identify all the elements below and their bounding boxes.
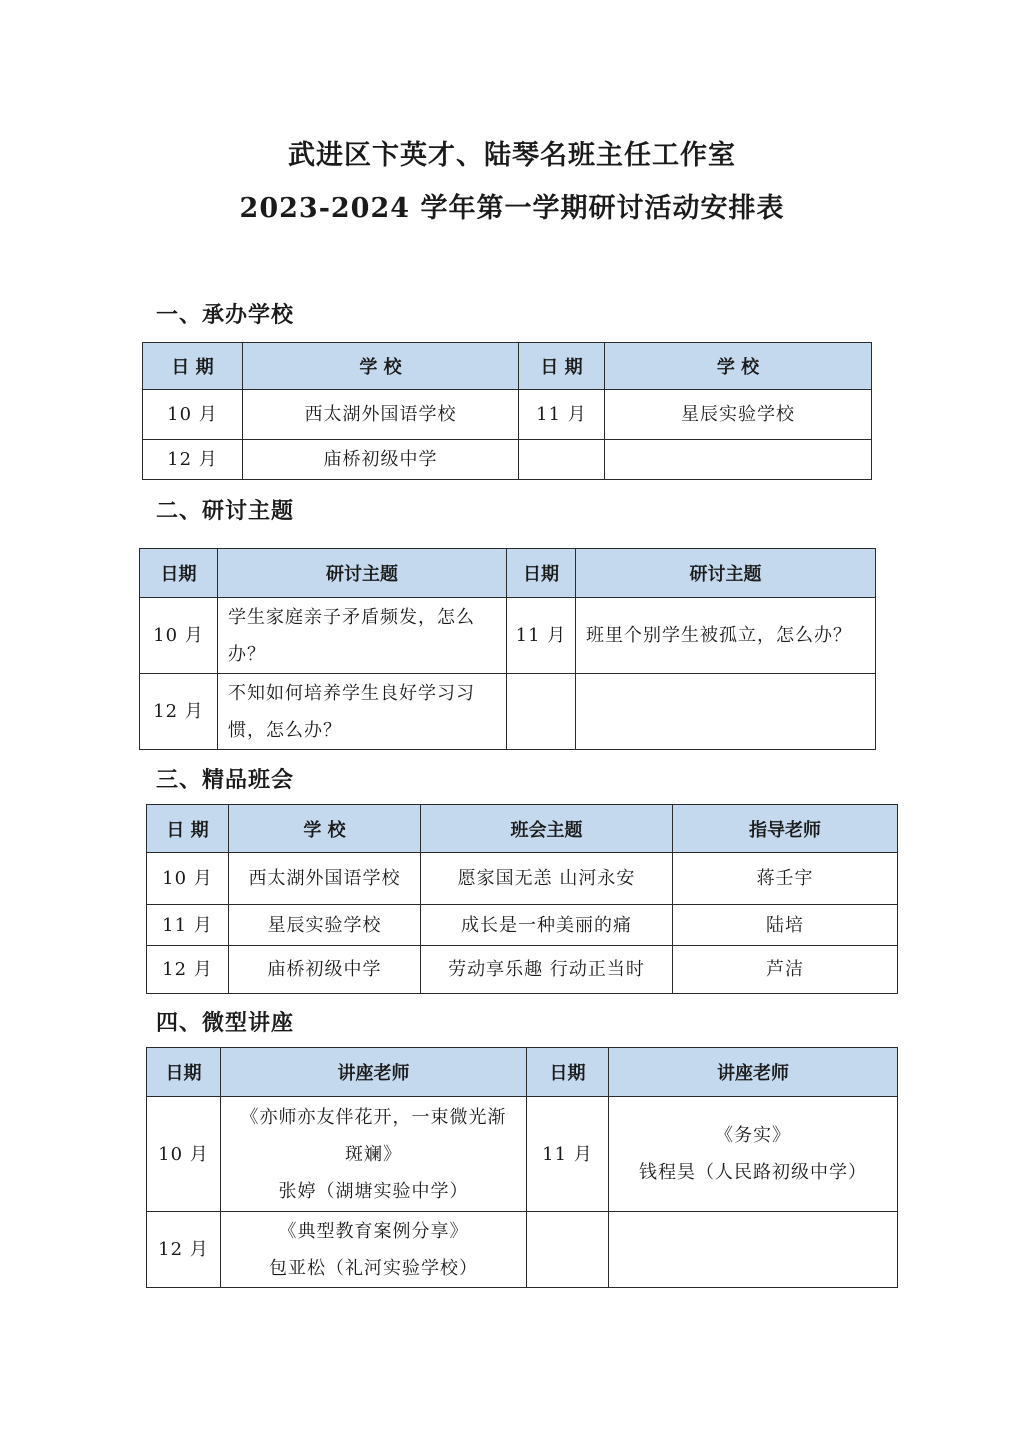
school-cell: 西太湖外国语学校 xyxy=(243,390,519,440)
section1-heading: 一、承办学校 xyxy=(156,303,295,328)
lecture-teacher: 钱程昊（人民路初级中学） xyxy=(639,1162,867,1183)
table-header-row xyxy=(140,549,876,598)
header-cell: 研讨主题 xyxy=(576,549,876,598)
date-cell: 10 月 xyxy=(147,853,229,905)
teacher-cell: 陆培 xyxy=(673,905,898,946)
header-cell: 讲座老师 xyxy=(221,1048,527,1097)
school-cell xyxy=(605,440,872,480)
header-cell: 日期 xyxy=(140,549,218,598)
date-cell: 12 月 xyxy=(143,440,243,480)
date-cell xyxy=(519,440,605,480)
school-cell: 星辰实验学校 xyxy=(229,905,421,946)
date-cell xyxy=(507,674,576,750)
table-header-row xyxy=(147,1048,898,1097)
header-cell: 学 校 xyxy=(243,343,519,390)
table-row xyxy=(143,390,872,440)
header-cell: 学 校 xyxy=(605,343,872,390)
lecture-teacher: 包亚松（礼河实验学校） xyxy=(269,1257,478,1279)
theme-cell: 劳动享乐趣 行动正当时 xyxy=(421,946,673,994)
lecture-cell xyxy=(221,1097,527,1212)
date-cell: 12 月 xyxy=(147,946,229,994)
date-cell: 10 月 xyxy=(140,598,218,674)
lecture-cell xyxy=(609,1097,898,1212)
header-cell: 日期 xyxy=(147,1048,221,1097)
header-cell: 日期 xyxy=(507,549,576,598)
header-cell: 班会主题 xyxy=(421,805,673,853)
lecture-cell xyxy=(609,1212,898,1288)
table-row xyxy=(147,905,898,946)
date-cell: 11 月 xyxy=(147,905,229,946)
header-cell: 日期 xyxy=(527,1048,609,1097)
topic-cell: 班里个别学生被孤立，怎么办？ xyxy=(576,598,876,674)
header-cell: 研讨主题 xyxy=(218,549,507,598)
date-cell: 12 月 xyxy=(140,674,218,750)
date-cell xyxy=(527,1212,609,1288)
date-cell: 11 月 xyxy=(519,390,605,440)
lecture-teacher: 张婷（湖塘实验中学） xyxy=(278,1180,469,1202)
header-cell: 日 期 xyxy=(143,343,243,390)
date-cell: 11 月 xyxy=(507,598,576,674)
section3-heading: 三、精品班会 xyxy=(156,768,295,793)
school-cell: 星辰实验学校 xyxy=(605,390,872,440)
teacher-cell: 芦洁 xyxy=(673,946,898,994)
table-row xyxy=(147,1212,898,1288)
lecture-cell xyxy=(221,1212,527,1288)
section2-table xyxy=(139,548,876,750)
lecture-topic: 《务实》 xyxy=(715,1125,791,1146)
school-cell: 庙桥初级中学 xyxy=(229,946,421,994)
header-cell: 学 校 xyxy=(229,805,421,853)
theme-cell: 愿家国无恙 山河永安 xyxy=(421,853,673,905)
table-row xyxy=(143,440,872,480)
section1-table xyxy=(142,342,872,480)
document-title-line2: 2023-2024 学年第一学期研讨活动安排表 xyxy=(239,193,785,224)
table-row xyxy=(140,674,876,750)
table-header-row xyxy=(147,805,898,853)
header-cell: 日 期 xyxy=(147,805,229,853)
table-row xyxy=(147,1097,898,1212)
school-cell: 庙桥初级中学 xyxy=(243,440,519,480)
document-title-line1: 武进区卞英才、陆琴名班主任工作室 xyxy=(288,140,736,171)
header-cell: 指导老师 xyxy=(673,805,898,853)
date-cell: 10 月 xyxy=(147,1097,221,1212)
teacher-cell: 蒋壬宇 xyxy=(673,853,898,905)
header-cell: 讲座老师 xyxy=(609,1048,898,1097)
table-row xyxy=(147,853,898,905)
topic-cell xyxy=(576,674,876,750)
lecture-topic: 《典型教育案例分享》 xyxy=(278,1220,469,1242)
table-header-row xyxy=(143,343,872,390)
topic-cell: 不知如何培养学生良好学习习惯，怎么办？ xyxy=(218,674,507,750)
section4-table xyxy=(146,1047,898,1288)
school-cell: 西太湖外国语学校 xyxy=(229,853,421,905)
section2-heading: 二、研讨主题 xyxy=(156,499,295,524)
table-row xyxy=(147,946,898,994)
header-cell: 日 期 xyxy=(519,343,605,390)
section3-table xyxy=(146,804,898,994)
date-cell: 12 月 xyxy=(147,1212,221,1288)
section4-heading: 四、微型讲座 xyxy=(156,1011,295,1036)
theme-cell: 成长是一种美丽的痛 xyxy=(421,905,673,946)
topic-cell: 学生家庭亲子矛盾频发，怎么办？ xyxy=(218,598,507,674)
date-cell: 11 月 xyxy=(527,1097,609,1212)
date-cell: 10 月 xyxy=(143,390,243,440)
lecture-topic: 《亦师亦友伴花开，一束微光渐斑斓》 xyxy=(240,1106,507,1165)
table-row xyxy=(140,598,876,674)
